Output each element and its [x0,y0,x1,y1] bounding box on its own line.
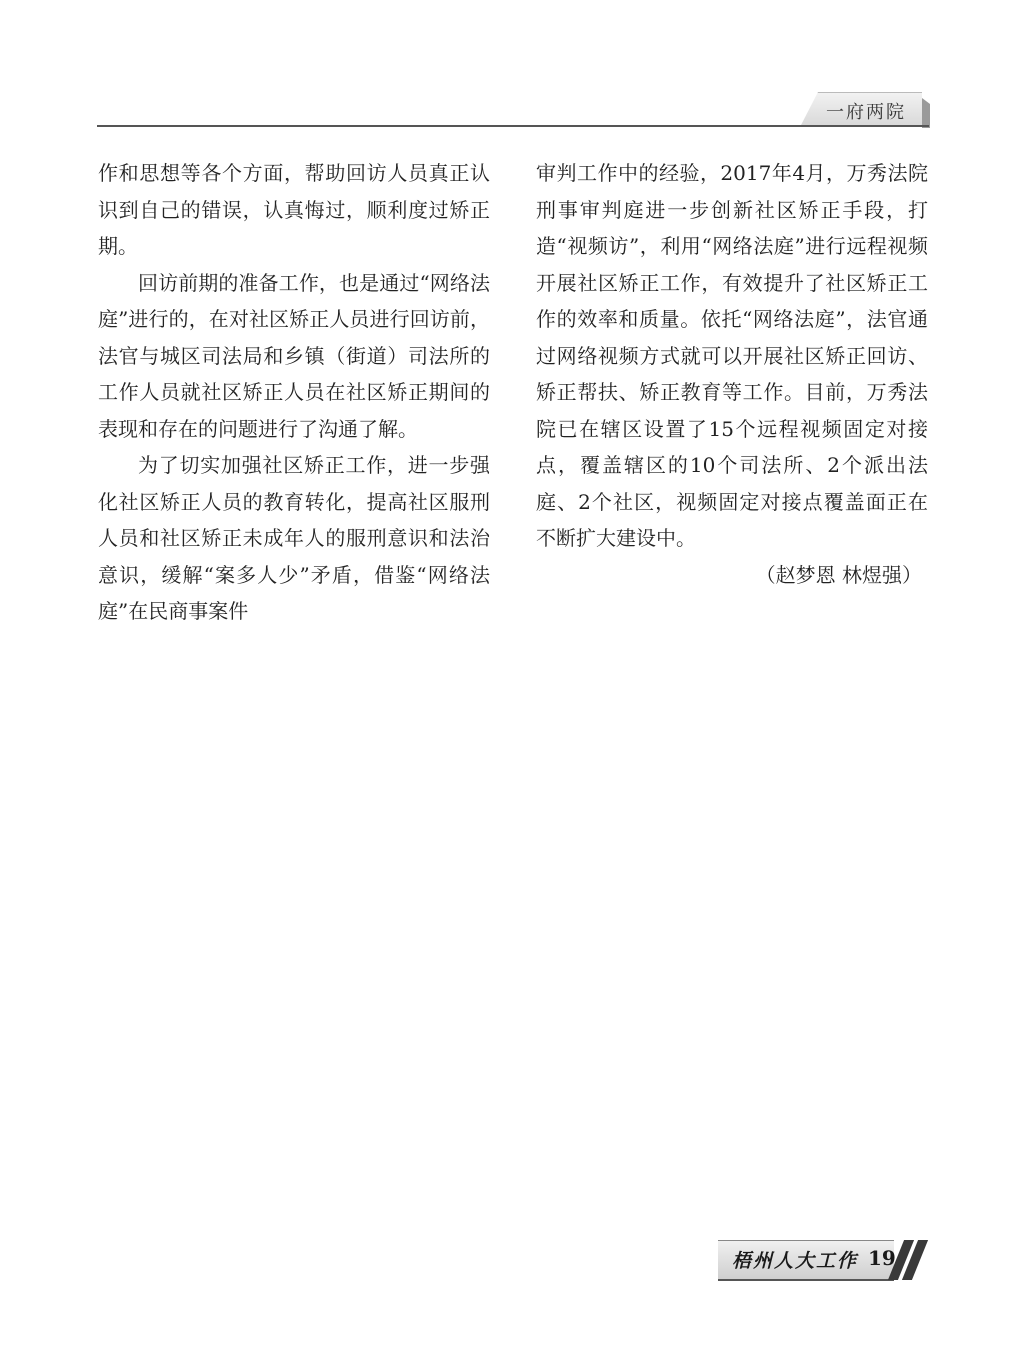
section-tab-shadow [922,98,930,128]
paragraph: 作和思想等各个方面，帮助回访人员真正认识到自己的错误，认真悔过，顺利度过矫正期。 [98,161,490,258]
section-title: 一府两院 [826,102,906,123]
paragraph: 审判工作中的经验，2017年4月，万秀法院刑事审判庭进一步创新社区矫正手段，打造“视频访”，利用“网络法庭”进行远程视频开展社区矫正工作，有效提升了社区矫正工作的效率和质量。依托“网络法庭”，法官通过网络视频方式就可以开展社区矫正回访、矫正帮扶、矫正教育等工作。目前，万秀法院已在辖区设置了15个远程视频固定对接点，覆盖辖区的10个司法所、2个派出法庭、2个社区，视频固定对接点覆盖面正在不断扩大建设中。 [536,161,928,550]
header-rule [97,125,929,127]
left-column [98,155,490,630]
page-number: 19 [868,1246,896,1270]
section-tab [800,92,922,126]
paragraph: 回访前期的准备工作，也是通过“网络法庭”进行的，在对社区矫正人员进行回访前，法官与城区司法局和乡镇（街道）司法所的工作人员就社区矫正人员在社区矫正期间的表现和存在的问题进行了沟通了解。 [98,270,490,441]
publication-title: 梧州人大工作 [732,1250,859,1272]
paragraph: 为了切实加强社区矫正工作，进一步强化社区矫正人员的教育转化，提高社区服刑人员和社区矫正未成年人的服刑意识和法治意识，缓解“案多人少”矛盾，借鉴“网络法庭”在民商事案件 [98,453,490,623]
page-footer [718,1240,928,1282]
right-column [536,155,928,593]
byline: （赵梦恩 林煜强） [755,562,922,587]
